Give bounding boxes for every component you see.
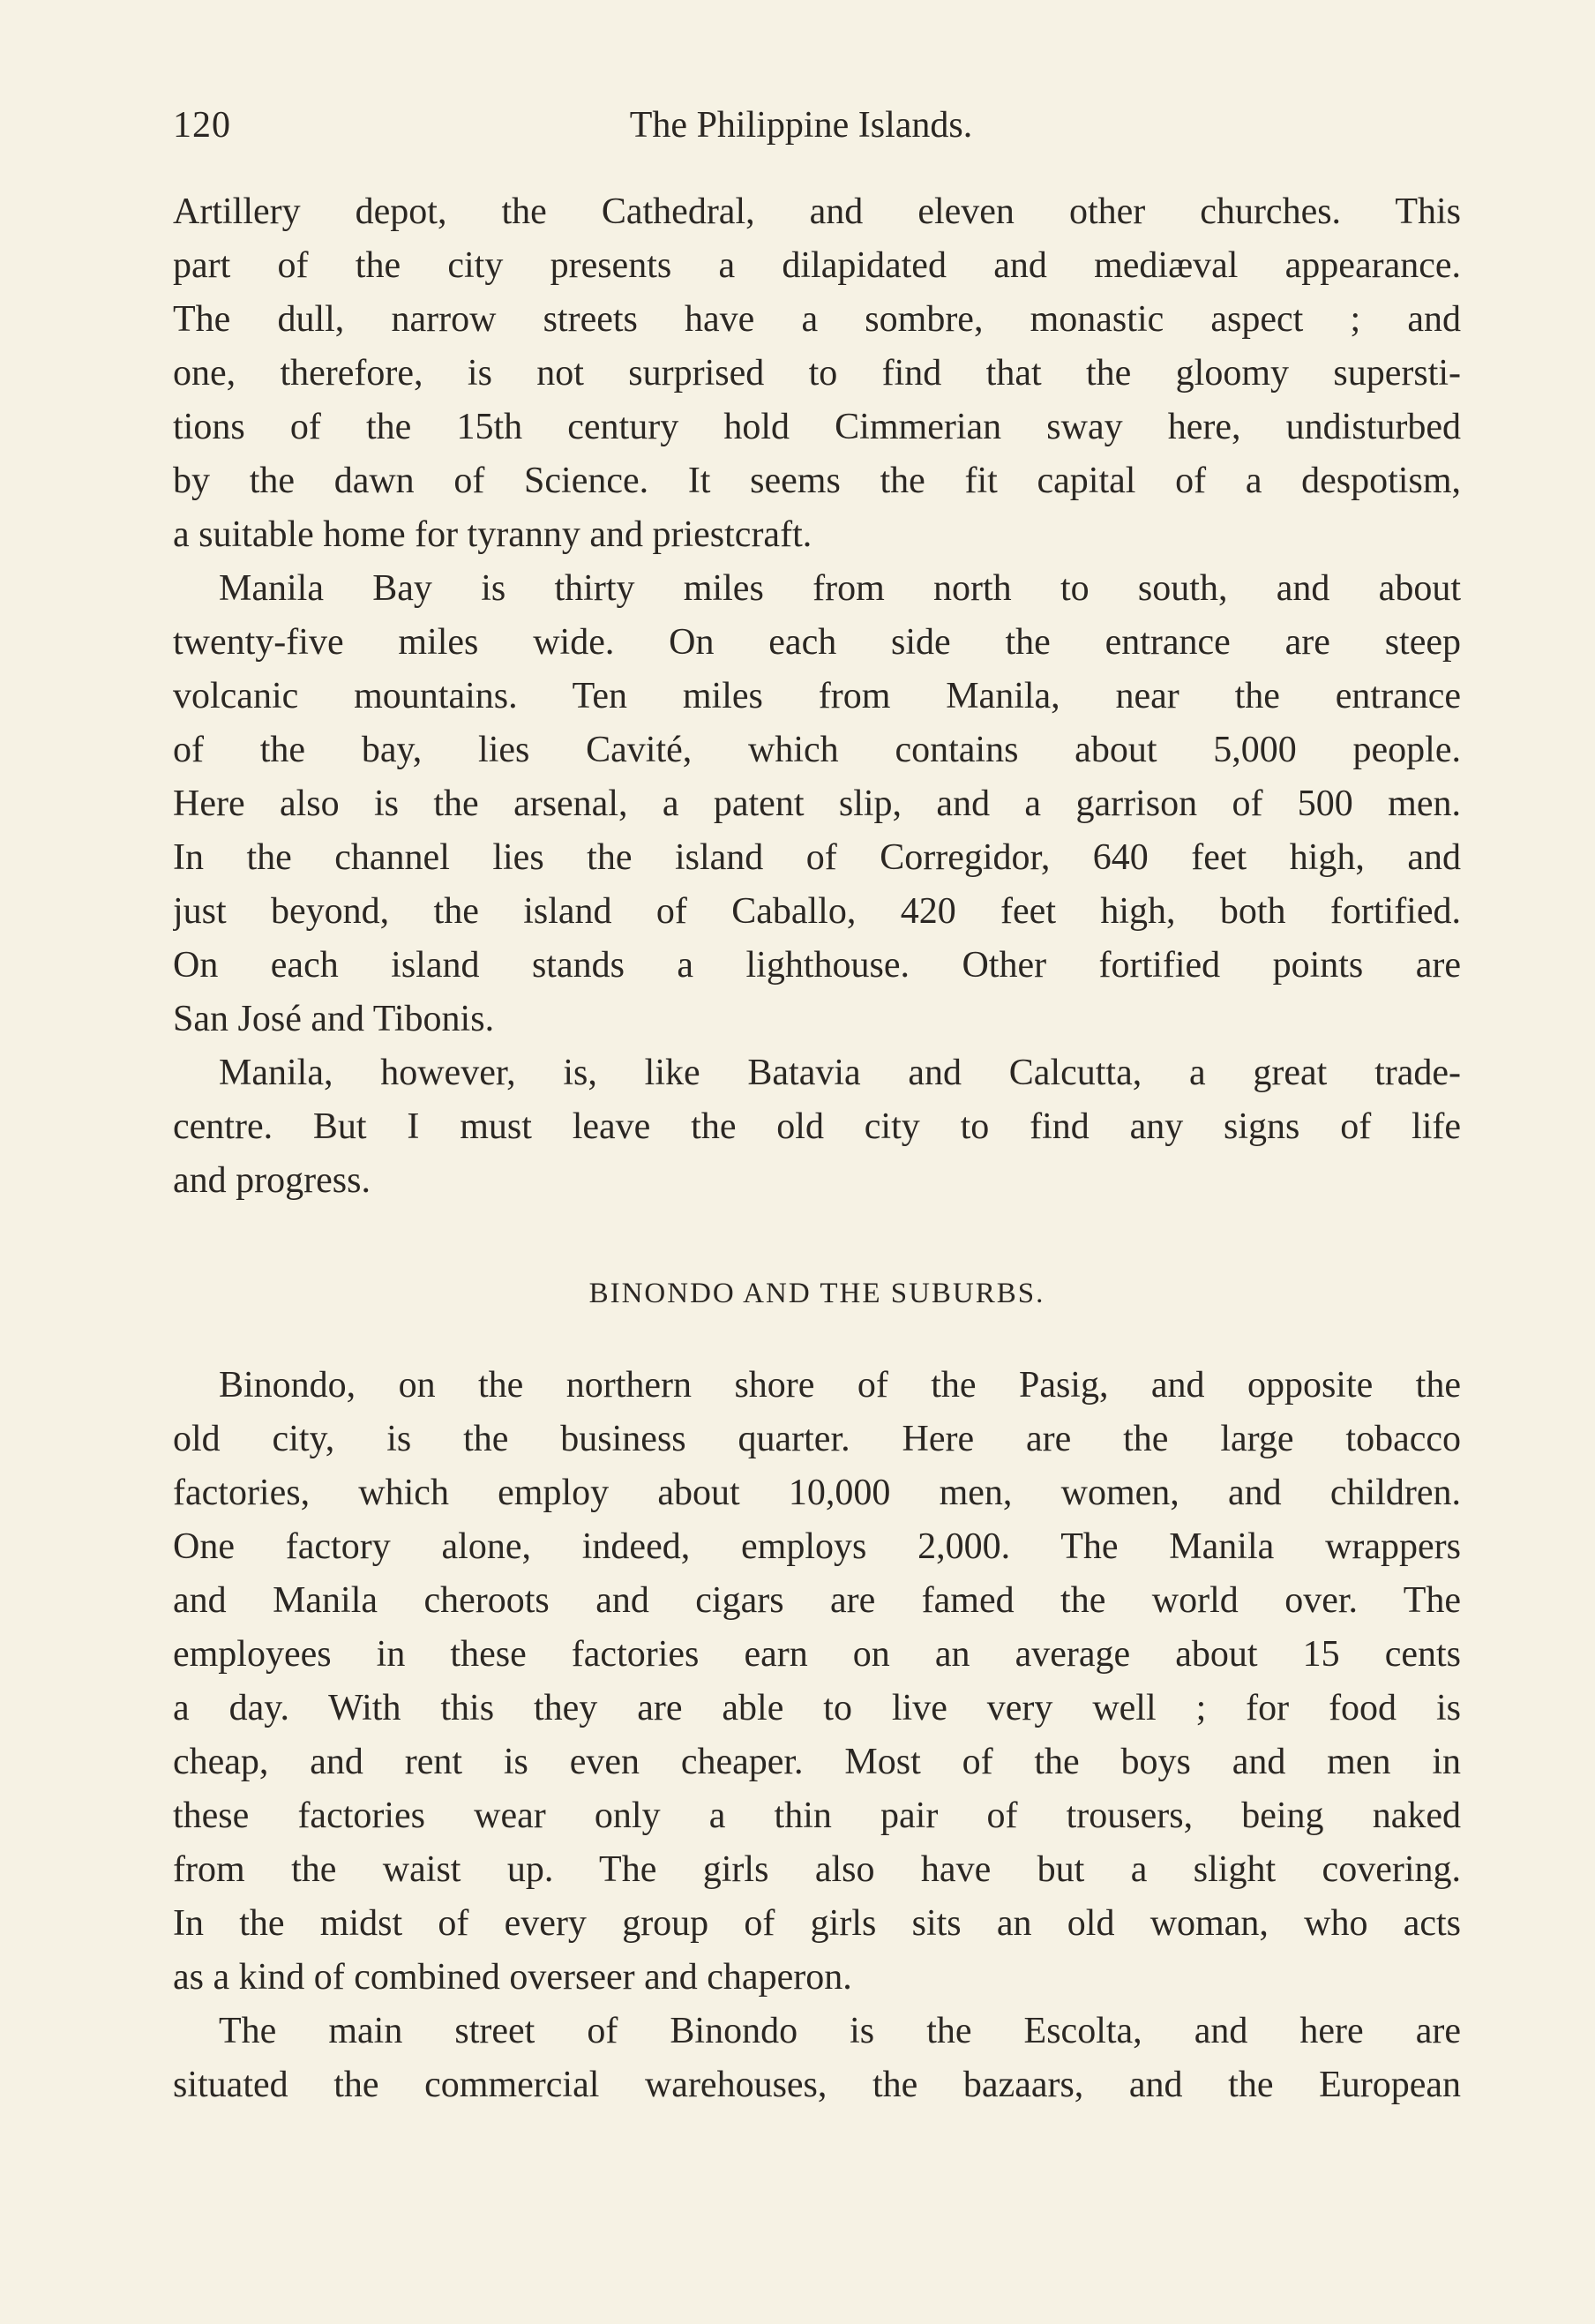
text-line: In the channel lies the island of Corregidor, 640 feet high, and xyxy=(173,837,1461,878)
running-head xyxy=(173,99,1429,152)
text-line: cheap, and rent is even cheaper. Most of the boys and men in xyxy=(173,1742,1461,1782)
text-line: Artillery depot, the Cathedral, and eleven other churches. This xyxy=(173,191,1461,232)
text-line: On each island stands a lighthouse. Other fortified points are xyxy=(173,945,1461,986)
text-line: The dull, narrow streets have a sombre, monastic aspect ; and xyxy=(173,299,1461,340)
text-line: just beyond, the island of Caballo, 420 feet high, both fortified. xyxy=(173,891,1461,932)
text-line: as a kind of combined overseer and chaperon. xyxy=(173,1957,852,1998)
running-title: The Philippine Islands. xyxy=(629,105,973,146)
text-line: San José and Tibonis. xyxy=(173,999,495,1039)
text-line: one, therefore, is not surprised to find that the gloomy supersti- xyxy=(173,353,1461,394)
paragraph-start-line: Binondo, on the northern shore of the Pasig, and opposite the xyxy=(219,1365,1461,1406)
text-line: from the waist up. The girls also have but a slight covering. xyxy=(173,1849,1461,1890)
text-line: factories, which employ about 10,000 men, women, and children. xyxy=(173,1473,1461,1513)
text-block-before-heading xyxy=(173,185,1461,1208)
text-line: employees in these factories earn on an average about 15 cents xyxy=(173,1634,1461,1675)
text-line: tions of the 15th century hold Cimmerian sway here, undisturbed xyxy=(173,407,1461,447)
text-line: of the bay, lies Cavité, which contains about 5,000 people. xyxy=(173,730,1461,770)
text-line: these factories wear only a thin pair of trousers, being naked xyxy=(173,1795,1461,1836)
text-line: old city, is the business quarter. Here are the large tobacco xyxy=(173,1419,1461,1459)
text-line: situated the commercial warehouses, the bazaars, and the European xyxy=(173,2065,1461,2105)
text-block-after-heading xyxy=(173,1359,1461,2112)
page-number: 120 xyxy=(173,105,231,146)
section-heading: BINONDO AND THE SUBURBS. xyxy=(588,1278,1045,1309)
text-line: In the midst of every group of girls sits an old woman, who acts xyxy=(173,1903,1461,1944)
paragraph-start-line: Manila Bay is thirty miles from north to south, and about xyxy=(219,568,1461,609)
text-line: by the dawn of Science. It seems the fit capital of a despotism, xyxy=(173,461,1461,501)
text-line: volcanic mountains. Ten miles from Manila, near the entrance xyxy=(173,676,1461,716)
text-line: Here also is the arsenal, a patent slip, and a garrison of 500 men. xyxy=(173,783,1461,824)
text-line: and progress. xyxy=(173,1160,371,1201)
text-line: and Manila cheroots and cigars are famed the world over. The xyxy=(173,1580,1461,1621)
text-line: a suitable home for tyranny and priestcraft. xyxy=(173,514,812,555)
text-line: One factory alone, indeed, employs 2,000. The Manila wrappers xyxy=(173,1526,1461,1567)
text-line: centre. But I must leave the old city to find any signs of life xyxy=(173,1106,1461,1147)
text-line: a day. With this they are able to live very well ; for food is xyxy=(173,1688,1461,1728)
text-line: part of the city presents a dilapidated and mediæval appearance. xyxy=(173,245,1461,286)
text-line: twenty-five miles wide. On each side the entrance are steep xyxy=(173,622,1461,663)
paragraph-start-line: The main street of Binondo is the Escolta, and here are xyxy=(219,2011,1461,2051)
paragraph-start-line: Manila, however, is, like Batavia and Calcutta, a great trade- xyxy=(219,1053,1461,1093)
